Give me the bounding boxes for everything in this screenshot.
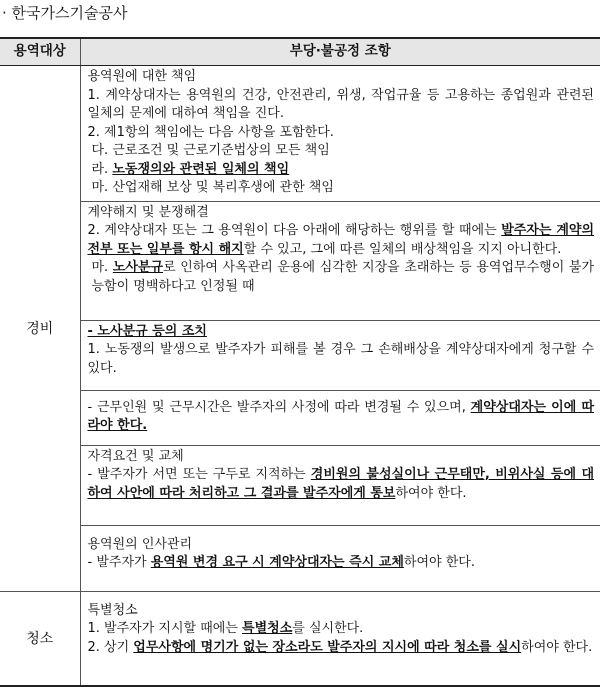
clause-cell: [80, 390, 600, 445]
table-row: [0, 320, 600, 390]
emphasized-text: 계약상대자는 이에 따라야 한다.: [87, 399, 595, 433]
table-header-row: [0, 38, 600, 66]
clause-heading: 자격요건 및 교체: [87, 448, 184, 464]
emphasized-text: 노동쟁의와 관련된 일체의 책임: [112, 161, 290, 177]
clause-text: 마. 산업재해 보상 및 복리후생에 관한 책임: [91, 180, 334, 195]
header-service-target: 용역대상: [0, 38, 80, 66]
emphasized-text: 경비원의 불성실이나 근무태만, 비위사실 등에 대하여 사안에 따라 처리하고 그 결과를 발주자에게 통보: [87, 467, 594, 501]
clause-cell: [80, 320, 600, 390]
emphasized-text: 업무사항에 명기가 없는 장소라도 발주자의 지시에 따라 청소를 실시: [133, 639, 522, 655]
document-title: · 한국가스기술공사: [2, 4, 128, 22]
clause-cell: [80, 445, 600, 525]
clause-heading: 용역원의 인사관리: [87, 536, 193, 552]
clause-text: - 발주자가 서면 또는 구두로 지적하는 경비원의 불성실이나 근무태만, 비위사실 등에 대하여 사안에 따라 처리하고 그 결과를 발주자에게 통보하여야 한다.: [87, 467, 594, 501]
clause-cell: [80, 66, 600, 202]
clause-cell: [80, 525, 600, 591]
clause-text: 2. 상기 업무사항에 명기가 없는 장소라도 발주자의 지시에 따라 청소를 실시하여야 한다.: [87, 639, 593, 655]
clause-text: 1. 발주자가 지시할 때에는 특별청소를 실시한다.: [87, 621, 364, 636]
clause-text: 마. 노사분규로 인하여 사옥관리 운용에 심각한 지장을 초래하는 등 용역업무수행이 불가능함이 명백하다고 인정될 때: [91, 260, 594, 294]
category-cleaning: 청소: [0, 591, 80, 686]
emphasized-text: 특별청소: [242, 621, 293, 636]
header-unfair-clauses: 부당·불공정 조항: [80, 38, 600, 66]
clause-heading: 용역원에 대한 책임: [87, 69, 197, 84]
emphasized-text: 용역원 변경 요구 시 계약상대자는 즉시 교체: [150, 555, 404, 570]
unfair-clauses-table: [0, 37, 600, 687]
emphasized-text: 노사분규: [112, 260, 164, 275]
table-row: [0, 525, 600, 591]
clause-heading: 계약해지 및 분쟁해결: [87, 204, 209, 220]
clause-text: 2. 제1항의 책임에는 다음 사항을 포함한다.: [87, 124, 334, 140]
table-row: [0, 201, 600, 320]
clause-text: 1. 계약상대자는 용역원의 건강, 안전관리, 위생, 작업규율 등 고용하는 종업원과 관련된 일체의 문제에 대하여 책임을 진다.: [87, 87, 594, 121]
category-security: 경비: [0, 66, 80, 592]
clause-text: 1. 노동쟁의 발생으로 발주자가 피해를 볼 경우 그 손해배상을 계약상대자에게 청구할 수 있다.: [87, 342, 594, 376]
clause-cell: [80, 591, 600, 686]
clause-text: 다. 근로조건 및 근로기준법상의 모든 책임: [91, 143, 330, 158]
table-row: [0, 390, 600, 445]
clause-text: - 발주자가 용역원 변경 요구 시 계약상대자는 즉시 교체하여야 한다.: [87, 555, 475, 570]
clause-heading: - 노사분규 등의 조치: [87, 323, 207, 339]
clause-text: - 근무인원 및 근무시간은 발주자의 사정에 따라 변경될 수 있으며, 계약상대자는 이에 따라야 한다.: [87, 399, 595, 433]
clause-text: 라. 노동쟁의와 관련된 일체의 책임: [91, 161, 290, 177]
clause-heading: 특별청소: [87, 602, 138, 618]
emphasized-text: 발주자는 계약의 전부 또는 일부를 항시 해지: [87, 223, 595, 257]
clause-cell: [80, 201, 600, 320]
table-row: [0, 66, 600, 202]
table-row: [0, 445, 600, 525]
clause-text: 2. 계약상대자 또는 그 용역원이 다음 아래에 해당하는 행위를 할 때에는 발주자는 계약의 전부 또는 일부를 항시 해지할 수 있고, 그에 따른 일체의 배상책임을 지지 아니한다.: [87, 223, 595, 257]
table-row: [0, 591, 600, 686]
